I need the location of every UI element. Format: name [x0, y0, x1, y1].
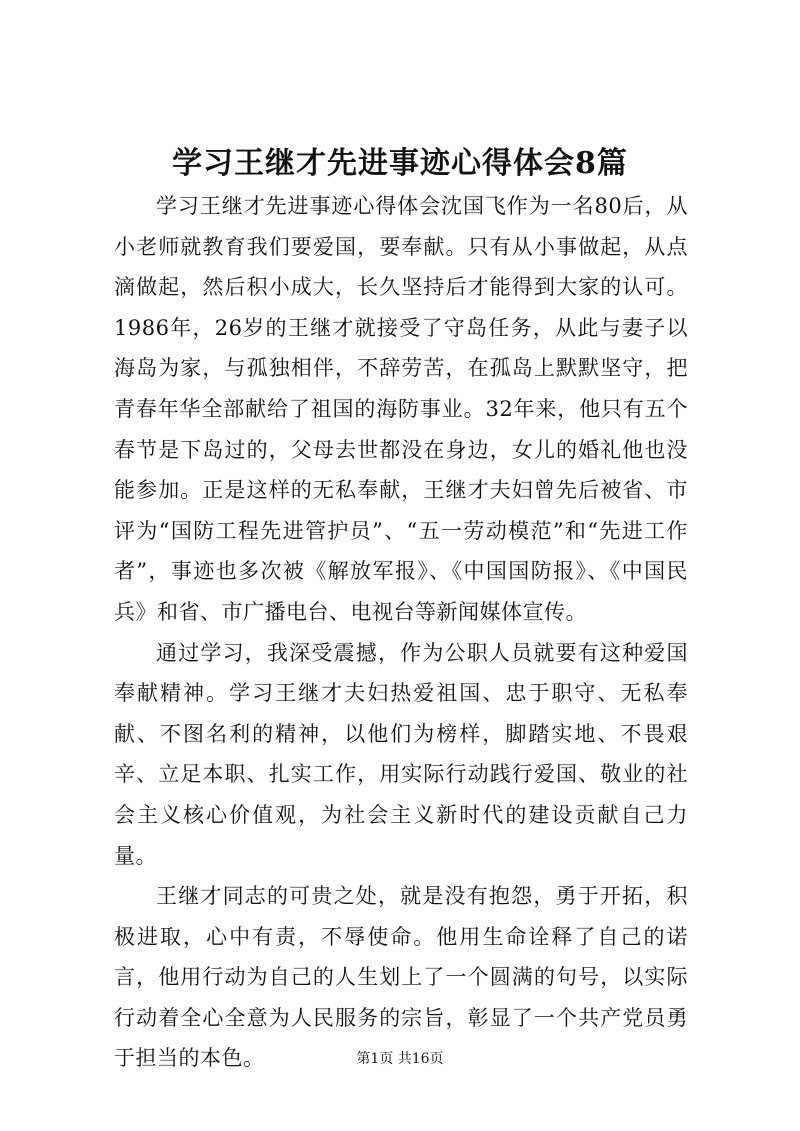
document-body — [114, 186, 688, 1079]
page-footer: 第1页 共16页 — [356, 1051, 444, 1067]
paragraph-2: 通过学习，我深受震撼，作为公职人员就要有这种爱国奉献精神。学习王继才夫妇热爱祖国、忠于职守、无私奉献、不图名利的精神，以他们为榜样，脚踏实地、不畏艰辛、立足本职、扎实工作，用实际行动践行爱国、敬业的社会主义核心价值观，为社会主义新时代的建设贡献自己力量。 — [114, 640, 688, 868]
paragraph-1: 学习王继才先进事迹心得体会沈国飞作为一名80后，从小老师就教育我们要爱国，要奉献。只有从小事做起，从点滴做起，然后积小成大，长久坚持后才能得到大家的认可。1986年，26岁的王继才就接受了守岛任务，从此与妻子以海岛为家，与孤独相伴，不辞劳苦，在孤岛上默默坚守，把青春年华全部献给了祖国的海防事业。32年来，他只有五个春节是下岛过的，父母去世都没在身边，女儿的婚礼他也没能参加。正是这样的无私奉献，王继才夫妇曾先后被省、市评为“国防工程先进管护员”、“五一劳动模范”和“先进工作者”，事迹也多次被《解放军报》、《中国国防报》、《中国民兵》和省、市广播电台、电视台等新闻媒体宣传。 — [114, 194, 688, 624]
paragraph-3: 王继才同志的可贵之处，就是没有抱怨，勇于开拓，积极进取，心中有责，不辱使命。他用生命诠释了自己的诺言，他用行动为自己的人生划上了一个圆满的句号，以实际行动着全心全意为人民服务的宗旨，彰显了一个共产党员勇于担当的本色。 — [114, 884, 688, 1071]
page-title: 学习王继才先进事迹心得体会8篇 — [172, 146, 628, 181]
